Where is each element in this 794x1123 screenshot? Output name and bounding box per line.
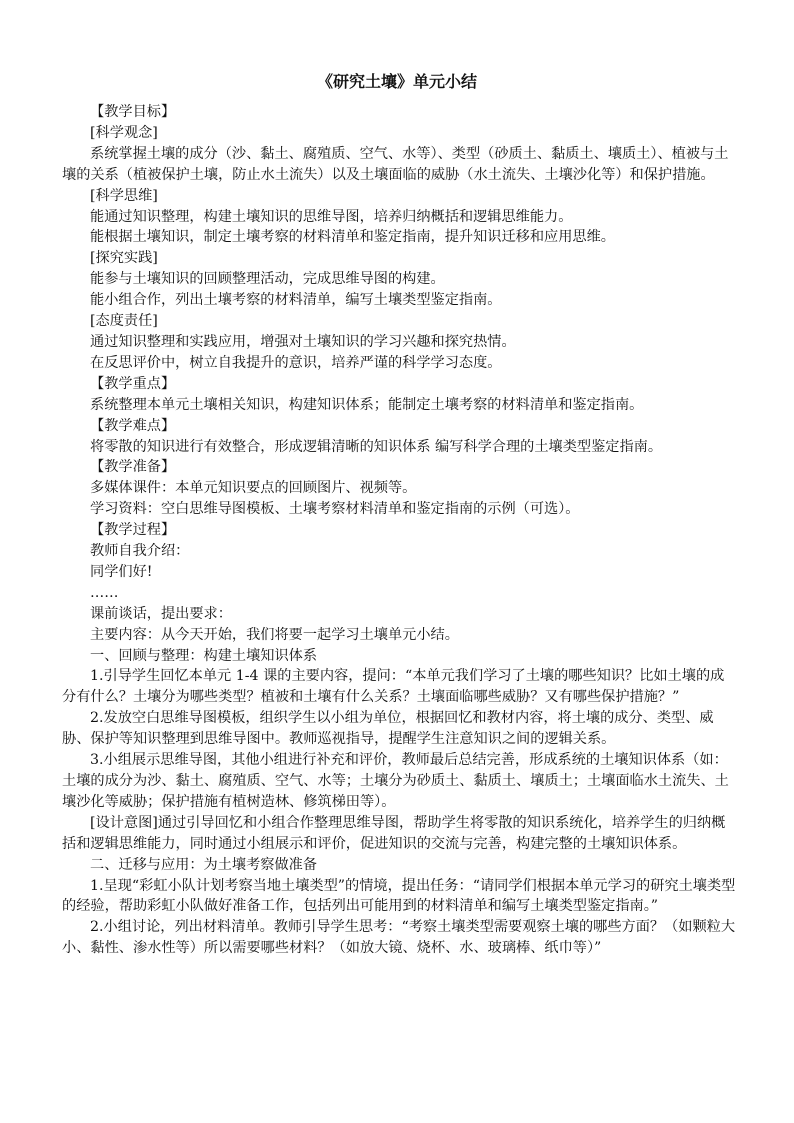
paragraph-line: 2.小组讨论，列出材料清单。教师引导学生思考：“考察土壤类型需要观察土壤的哪些方面？（如颗粒大小、黏性、渗水性等）所以需要哪些材料？（如放大镜、烧杯、水、玻璃棒、纸巾等）” (62, 919, 736, 957)
paragraph-line: 主要内容：从今天开始，我们将要一起学习土壤单元小结。 (90, 626, 459, 643)
section-heading: 【教学过程】 (90, 522, 176, 539)
paragraph-line: 系统整理本单元土壤相关知识，构建知识体系；能制定土壤考察的材料清单和鉴定指南。 (90, 396, 644, 413)
paragraph-line: 二、迁移与应用：为土壤考察做准备 (90, 856, 318, 873)
paragraph-line: 教师自我介绍： (90, 543, 190, 560)
section-heading: 【教学准备】 (90, 459, 176, 476)
paragraph-line: 能小组合作，列出土壤考察的材料清单，编写土壤类型鉴定指南。 (90, 292, 502, 309)
section-heading: 【教学重点】 (90, 375, 176, 392)
paragraph-line: [探究实践] (90, 250, 158, 267)
paragraph-line: 系统掌握土壤的成分（沙、黏土、腐殖质、空气、水等）、类型（砂质土、黏质土、壤质土）、植被与土壤的关系（植被保护土壤，防止水土流失）以及土壤面临的威胁（水土流失、土壤沙化等）和保护措施。 (62, 145, 729, 183)
paragraph-line: [态度责任] (90, 313, 158, 330)
paragraph-line: 能通过知识整理，构建土壤知识的思维导图，培养归纳概括和逻辑思维能力。 (90, 208, 573, 225)
paragraph-line: [设计意图]通过引导回忆和小组合作整理思维导图，帮助学生将零散的知识系统化，培养学生的归纳概括和逻辑思维能力，同时通过小组展示和评价，促进知识的交流与完善，构建完整的土壤知识体系。 (62, 814, 726, 852)
paragraph-line: 同学们好! (90, 563, 153, 580)
paragraph-line: 一、回顾与整理：构建土壤知识体系 (90, 647, 318, 664)
paragraph-line: [科学思维] (90, 187, 158, 204)
paragraph-line: 多媒体课件：本单元知识要点的回顾图片、视频等。 (90, 480, 417, 497)
paragraph-line: 将零散的知识进行有效整合，形成逻辑清晰的知识体系 编写科学合理的土壤类型鉴定指南。 (90, 438, 663, 455)
document-title: 《研究土壤》单元小结 (316, 72, 477, 91)
paragraph-line: 3.小组展示思维导图，其他小组进行补充和评价，教师最后总结完善，形成系统的土壤知识体系（如：土壤的成分为沙、黏土、腐殖质、空气、水等；土壤分为砂质土、黏质土、壤质土；土壤面临水土流失、土壤沙化等威胁；保护措施有植树造林、修筑梯田等）。 (62, 752, 729, 810)
paragraph-line: 通过知识整理和实践应用，增强对土壤知识的学习兴趣和探究热情。 (90, 333, 516, 350)
section-heading: 【教学目标】 (90, 104, 176, 120)
paragraph-line: 能参与土壤知识的回顾整理活动，完成思维导图的构建。 (90, 271, 445, 288)
paragraph-line: 1.呈现“彩虹小队计划考察当地土壤类型”的情境，提出任务：“请同学们根据本单元学习的研究土壤类型的经验，帮助彩虹小队做好准备工作，包括列出可能用到的材料清单和编写土壤类型鉴定指南。” (62, 877, 736, 915)
paragraph-line: 2.发放空白思维导图模板，组织学生以小组为单位，根据回忆和教材内容，将土壤的成分、类型、威胁、保护等知识整理到思维导图中。教师巡视指导，提醒学生注意知识之间的逻辑关系。 (62, 710, 714, 748)
paragraph-line: [科学观念] (90, 124, 158, 141)
paragraph-line: 能根据土壤知识，制定土壤考察的材料清单和鉴定指南，提升知识迁移和应用思维。 (90, 229, 615, 246)
paragraph-line: 1.引导学生回忆本单元 1-4 课的主要内容，提问：“本单元我们学习了土壤的哪些知识？比如土壤的成分有什么？土壤分为哪些类型？植被和土壤有什么关系？土壤面临哪些威胁？又有哪些保护措施？” (62, 668, 725, 706)
section-heading: 【教学难点】 (90, 417, 176, 434)
paragraph-line: …… (90, 584, 119, 601)
paragraph-line: 学习资料：空白思维导图模板、土壤考察材料清单和鉴定指南的示例（可选）。 (90, 501, 580, 518)
paragraph-line: 在反思评价中，树立自我提升的意识，培养严谨的科学学习态度。 (90, 354, 502, 371)
paragraph-line: 课前谈话，提出要求： (90, 605, 232, 622)
document-body (62, 102, 738, 959)
